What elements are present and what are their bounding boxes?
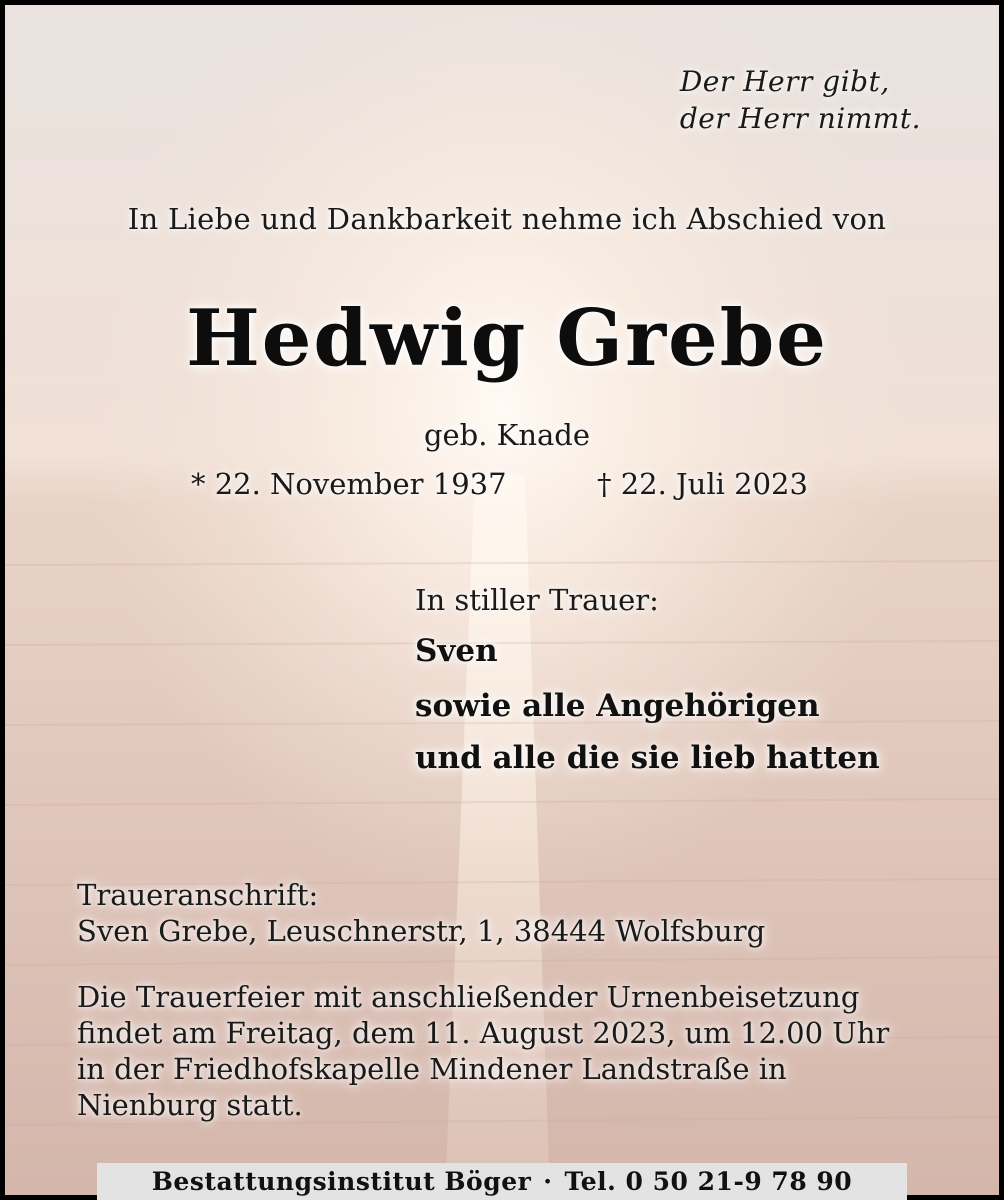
- ceremony-details: [77, 979, 917, 1123]
- ceremony-line: findet am Freitag, dem 11. August 2023, um 12.00 Uhr: [77, 1016, 890, 1050]
- birth-name: geb. Knade: [423, 418, 591, 452]
- bible-quote-line-2: der Herr nimmt.: [679, 102, 921, 135]
- ceremony-line: Die Trauerfeier mit anschließender Urnenbeisetzung: [77, 980, 860, 1014]
- bible-quote: [680, 63, 921, 137]
- mourning-address: Sven Grebe, Leuschnerstr, 1, 38444 Wolfsburg: [77, 914, 766, 948]
- funeral-home-name: Bestattungsinstitut Böger: [151, 1167, 532, 1196]
- mourners-label: In stiller Trauer:: [415, 583, 659, 617]
- footer-separator: ·: [543, 1167, 553, 1196]
- mourner-relatives: sowie alle Angehörigen: [415, 688, 820, 724]
- death-date: † 22. Juli 2023: [597, 467, 808, 501]
- ceremony-line: in der Friedhofskapelle Mindener Landstraße in: [77, 1052, 787, 1086]
- mourner-friends: und alle die sie lieb hatten: [415, 740, 880, 776]
- funeral-home-phone: Tel. 0 50 21-9 78 90: [564, 1167, 853, 1196]
- mourning-address-label: Traueranschrift:: [77, 878, 319, 912]
- mourner-name: Sven: [415, 633, 498, 669]
- bible-quote-line-1: Der Herr gibt,: [679, 65, 890, 98]
- ceremony-line: Nienburg statt.: [77, 1088, 303, 1122]
- farewell-intro: In Liebe und Dankbarkeit nehme ich Abschied von: [127, 202, 887, 236]
- birth-date: * 22. November 1937: [191, 467, 507, 501]
- funeral-home-footer: [97, 1163, 907, 1200]
- deceased-name: Hedwig Grebe: [186, 293, 828, 384]
